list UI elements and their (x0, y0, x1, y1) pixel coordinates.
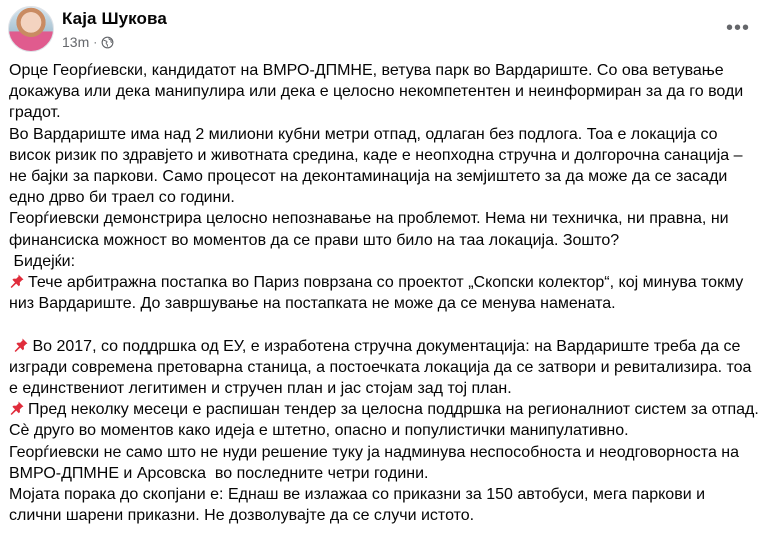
avatar[interactable] (8, 6, 54, 52)
pinned-item-tender (9, 399, 764, 441)
pushpin-icon (13, 337, 29, 353)
post-meta (62, 34, 114, 50)
pinned-text: Во 2017, со поддршка од ЕУ, е изработена стручна документација: на Вардариште треба да се изгради современа претоварна станица, а постоечката локација да се затвори и ревитализира. тоа е единствениот легитимен и стручен план и јас стојам зад тој план. (9, 337, 756, 398)
post-body (9, 60, 764, 526)
blank-line (9, 314, 761, 335)
pinned-item-arbitration (9, 272, 761, 314)
pinned-text: Тече арбитражна постапка во Париз поврзана со проектот „Скопски колектор“, кој минува токму низ Вардариште. До завршување на постапката не може да се менува намената. (9, 274, 748, 313)
meta-separator: · (93, 35, 98, 49)
paragraph-because: Бидејќи: (9, 252, 76, 270)
paragraph-waste: Во Вардариште има над 2 милиони кубни метри отпад, одлаган без подлога. Тоа е локација со висок ризик по здравјето и животната средина, каде е неопходна стручна и долгорочна санација – не бајки за паркови. Само процесот на деконтаминација на земјиштето за да може да се засади едно дрво би траел со години. (9, 125, 747, 207)
paragraph-intro: Орце Георѓиевски, кандидатот на ВМРО-ДПМНЕ, ветува парк во Вардариште. Со ова ветување докажува или дека манипулира или дека е целосно некомпетентен и неинформиран за да го води градот. (9, 62, 748, 122)
pinned-item-documentation (9, 336, 761, 400)
pinned-text: Пред неколку месеци е распишан тендер за целосна поддршка на регионалниот систем за отпад. Сè друго во моментов како идеја е штетно, опасно и популистички манипулативно. (9, 401, 764, 440)
pushpin-icon (9, 400, 25, 416)
globe-icon[interactable] (101, 36, 114, 49)
post-time[interactable]: 13m (62, 34, 90, 50)
paragraph-message: Мојата порака до скопјани е: Еднаш ве излажаа со приказни за 150 автобуси, мега паркови и слични шарени приказни. Не дозволувајте да се случи истото. (9, 486, 710, 525)
more-options-icon[interactable]: ••• (725, 16, 750, 39)
paragraph-unfamiliarity: Георѓиевски демонстрира целосно непознавање на проблемот. Нема ни техничка, ни правна, ни финансиска можност во моментов да се прави што било на таа локација. Зошто? (9, 210, 734, 249)
pushpin-icon (9, 273, 25, 289)
post-header (8, 6, 760, 54)
paragraph-closing: Георѓиевски не само што не нуди решение туку ја надминува неспособноста и неодговорноста на ВМРО-ДПМНЕ и Арсовска во последните четри години. (9, 443, 744, 482)
author-name[interactable]: Каја Шукова (62, 9, 167, 28)
